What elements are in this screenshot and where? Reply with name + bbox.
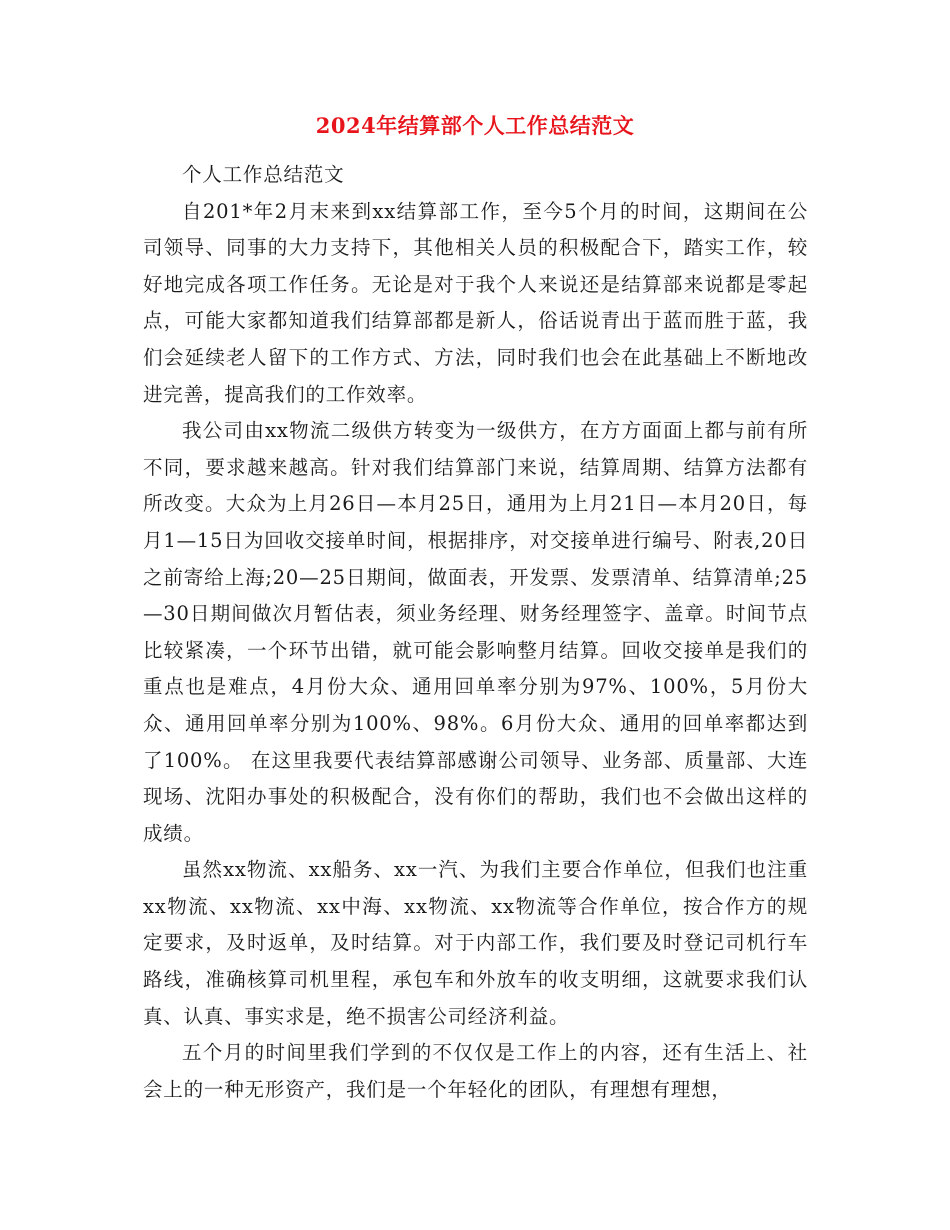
subtitle-paragraph: 个人工作总结范文 (182, 163, 345, 186)
document-title: 2024年结算部个人工作总结范文 (315, 113, 635, 138)
document-body (143, 157, 808, 1108)
body-paragraph-partners: 虽然xx物流、xx船务、xx一汽、为我们主要合作单位，但我们也注重xx物流、xx物流、xx中海、xx物流、xx物流等合作单位，按合作方的规定要求，及时返单，及时结算。对于内部工作，我们要及时登记司机行车路线，准确核算司机里程，承包车和外放车的收支明细，这就要求我们认真、认真、事实求是，绝不损害公司经济利益。 (143, 858, 808, 1028)
body-paragraph-intro: 自201*年2月末来到xx结算部工作，至今5个月的时间，这期间在公司领导、同事的大力支持下，其他相关人员的积极配合下，踏实工作，较好地完成各项工作任务。无论是对于我个人来说还是结算部来说都是零起点，可能大家都知道我们结算部都是新人，俗话说青出于蓝而胜于蓝，我们会延续老人留下的工作方式、方法，同时我们也会在此基础上不断地改进完善，提高我们的工作效率。 (143, 199, 808, 406)
body-paragraph-settlement: 我公司由xx物流二级供方转变为一级供方，在方方面面上都与前有所不同，要求越来越高。针对我们结算部门来说，结算周期、结算方法都有所改变。大众为上月26日—本月25日，通用为上月21日—本月20日，每月1—15日为回收交接单时间，根据排序，对交接单进行编号、附表,20日之前寄给上海;20—25日期间，做面表，开发票、发票清单、结算清单;25—30日期间做次月暂估表，须业务经理、财务经理签字、盖章。时间节点比较紧凑，一个环节出错，就可能会影响整月结算。回收交接单是我们的重点也是难点，4月份大众、通用回单率分别为97%、100%，5月份大众、通用回单率分别为100%、98%。6月份大众、通用的回单率都达到了100%。 在这里我要代表结算部感谢公司领导、业务部、质量部、大连现场、沈阳办事处的积极配合，没有你们的帮助，我们也不会做出这样的成绩。 (143, 419, 808, 845)
body-paragraph-learning: 五个月的时间里我们学到的不仅仅是工作上的内容，还有生活上、社会上的一种无形资产，我们是一个年轻化的团队，有理想有理想， (143, 1041, 808, 1101)
